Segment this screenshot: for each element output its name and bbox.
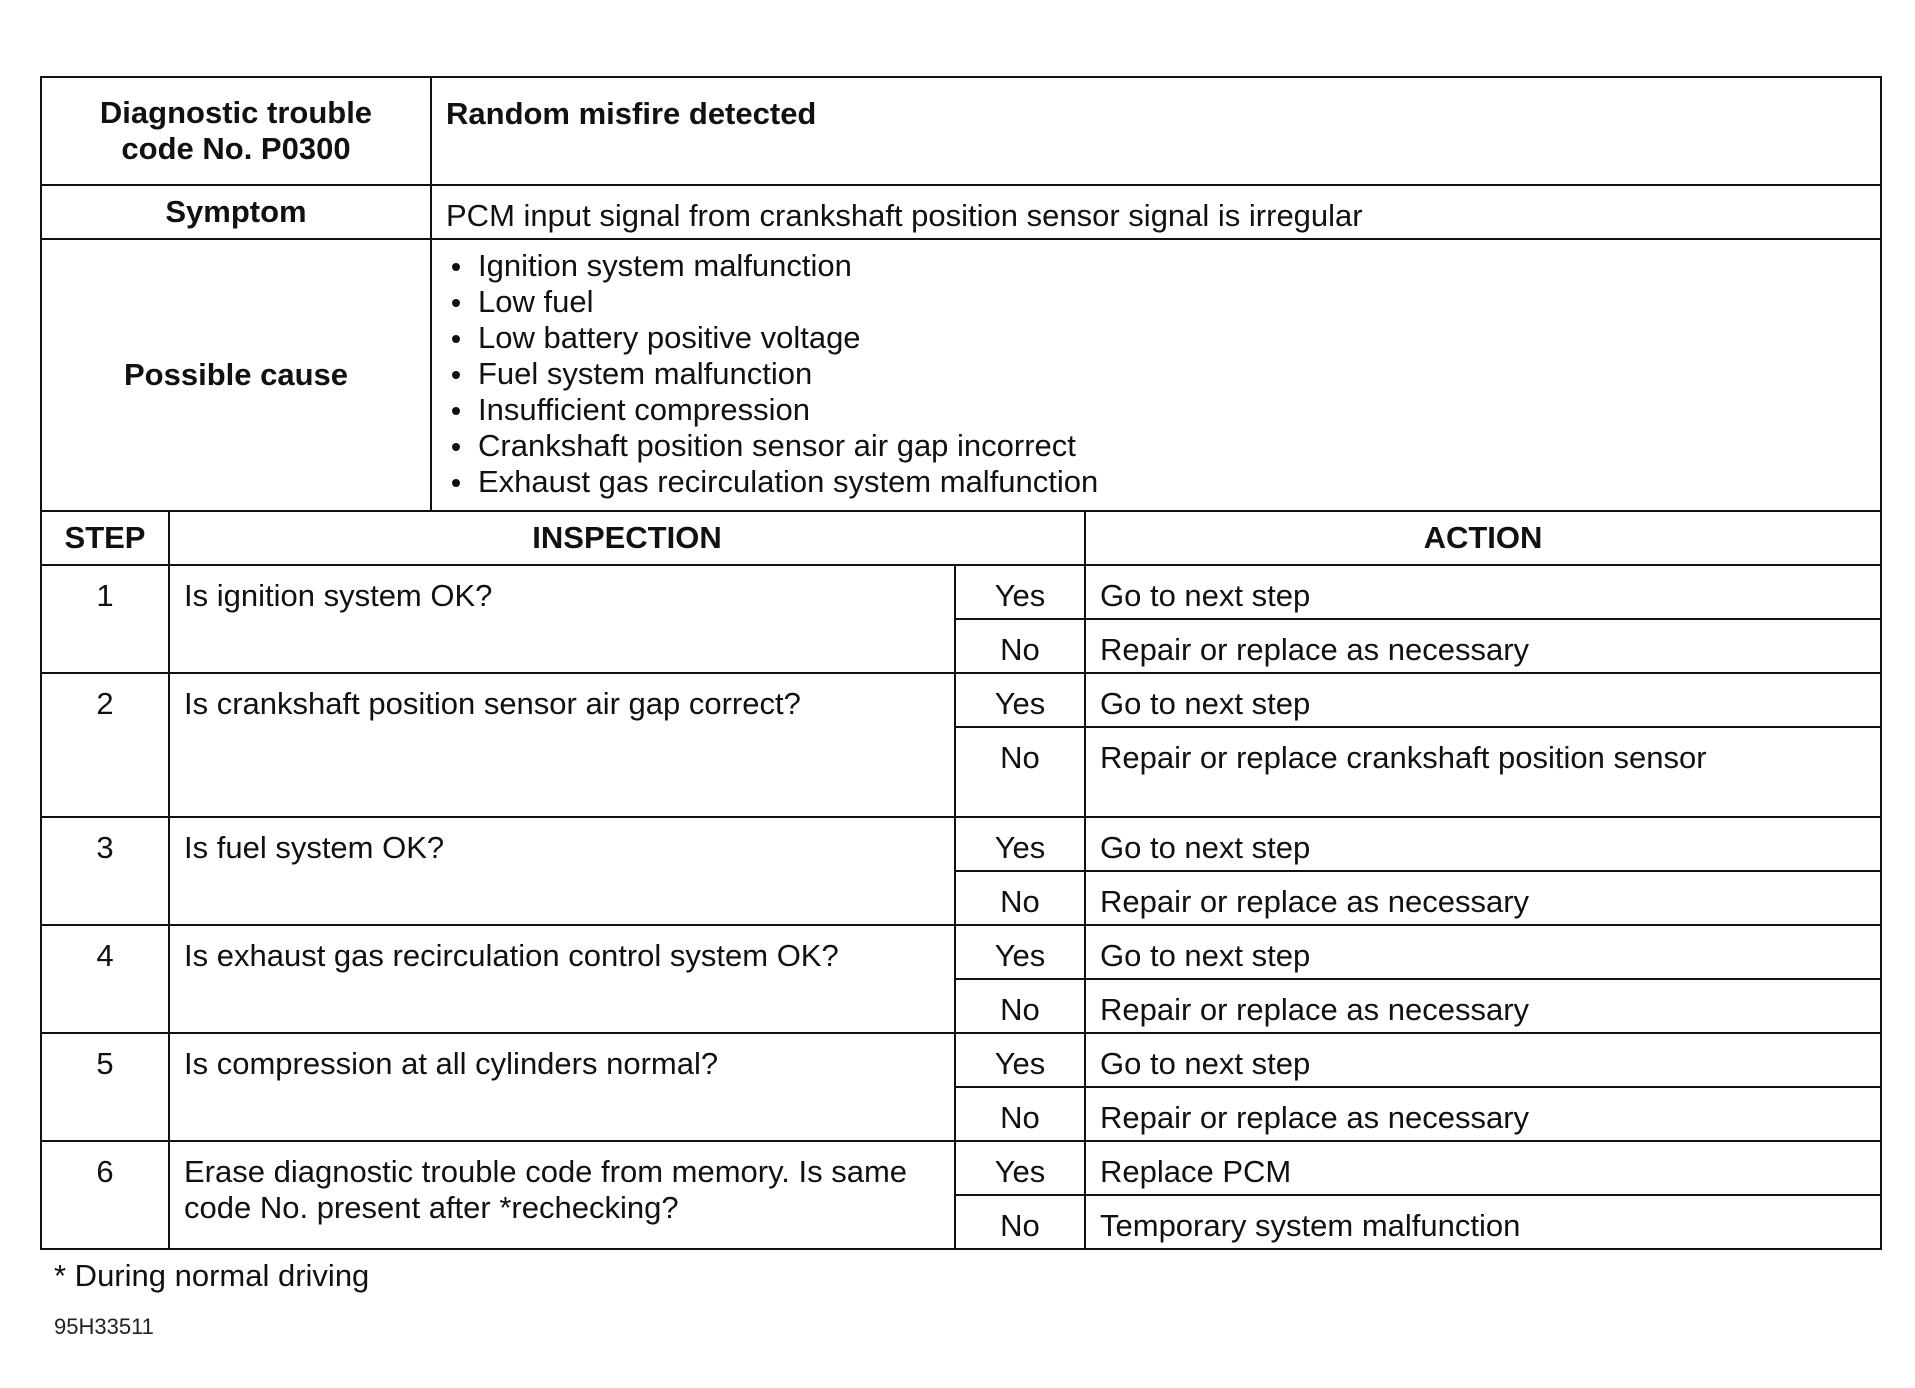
footnote: * During normal driving: [54, 1258, 370, 1293]
step-number: 4: [41, 925, 169, 1033]
yes-label: Yes: [955, 673, 1085, 727]
inspection-text: Is crankshaft position sensor air gap correct?: [169, 673, 955, 817]
no-label: No: [955, 1087, 1085, 1141]
fault-title: Random misfire detected: [431, 77, 1881, 185]
diagnostic-table: [40, 76, 1882, 1250]
cause-list: [432, 240, 1880, 510]
yes-action: Go to next step: [1085, 673, 1881, 727]
step-number: 5: [41, 1033, 169, 1141]
diagnostic-sheet: [40, 76, 1885, 1340]
no-label: No: [955, 1195, 1085, 1249]
yes-action: Go to next step: [1085, 1033, 1881, 1087]
cause-item: Low fuel: [446, 284, 1870, 320]
table-row: [41, 817, 1881, 871]
cause-item: Fuel system malfunction: [446, 356, 1870, 392]
table-row: [41, 565, 1881, 619]
step-number: 1: [41, 565, 169, 673]
step-number: 3: [41, 817, 169, 925]
yes-action: Go to next step: [1085, 925, 1881, 979]
symptom-text: PCM input signal from crankshaft position sensor signal is irregular: [431, 185, 1881, 239]
yes-action: Go to next step: [1085, 817, 1881, 871]
cause-item: Low battery positive voltage: [446, 320, 1870, 356]
code-label: Diagnostic trouble code No. P0300: [41, 77, 431, 185]
inspection-text: Is compression at all cylinders normal?: [169, 1033, 955, 1141]
table-row: [41, 673, 1881, 727]
step-number: 6: [41, 1141, 169, 1249]
cause-item: Crankshaft position sensor air gap incorrect: [446, 428, 1870, 464]
cause-item: Ignition system malfunction: [446, 248, 1870, 284]
figure-code: 95H33511: [54, 1314, 154, 1339]
step-number: 2: [41, 673, 169, 817]
no-action: Temporary system malfunction: [1085, 1195, 1881, 1249]
step-column-header: STEP: [41, 511, 169, 565]
inspection-text: Erase diagnostic trouble code from memory. Is same code No. present after *rechecking?: [169, 1141, 955, 1249]
header-row-symptom: [41, 185, 1881, 239]
inspection-text: Is fuel system OK?: [169, 817, 955, 925]
no-label: No: [955, 619, 1085, 673]
table-row: [41, 925, 1881, 979]
symptom-label: Symptom: [41, 185, 431, 239]
inspection-text: Is ignition system OK?: [169, 565, 955, 673]
yes-label: Yes: [955, 1141, 1085, 1195]
table-row: [41, 1141, 1881, 1195]
yes-label: Yes: [955, 1033, 1085, 1087]
yes-label: Yes: [955, 817, 1085, 871]
header-row-cause: [41, 239, 1881, 511]
no-action: Repair or replace as necessary: [1085, 871, 1881, 925]
inspection-column-header: INSPECTION: [169, 511, 1085, 565]
no-action: Repair or replace as necessary: [1085, 979, 1881, 1033]
yes-label: Yes: [955, 565, 1085, 619]
cause-item: Exhaust gas recirculation system malfunction: [446, 464, 1870, 500]
no-label: No: [955, 979, 1085, 1033]
yes-action: Go to next step: [1085, 565, 1881, 619]
header-row-code: [41, 77, 1881, 185]
no-action: Repair or replace as necessary: [1085, 619, 1881, 673]
no-action: Repair or replace crankshaft position sensor: [1085, 727, 1881, 817]
no-action: Repair or replace as necessary: [1085, 1087, 1881, 1141]
table-row: [41, 1033, 1881, 1087]
action-column-header: ACTION: [1085, 511, 1881, 565]
no-label: No: [955, 871, 1085, 925]
cause-label: Possible cause: [41, 239, 431, 511]
column-header-row: [41, 511, 1881, 565]
cause-cell: [431, 239, 1881, 511]
cause-item: Insufficient compression: [446, 392, 1870, 428]
yes-action: Replace PCM: [1085, 1141, 1881, 1195]
inspection-text: Is exhaust gas recirculation control system OK?: [169, 925, 955, 1033]
yes-label: Yes: [955, 925, 1085, 979]
no-label: No: [955, 727, 1085, 817]
